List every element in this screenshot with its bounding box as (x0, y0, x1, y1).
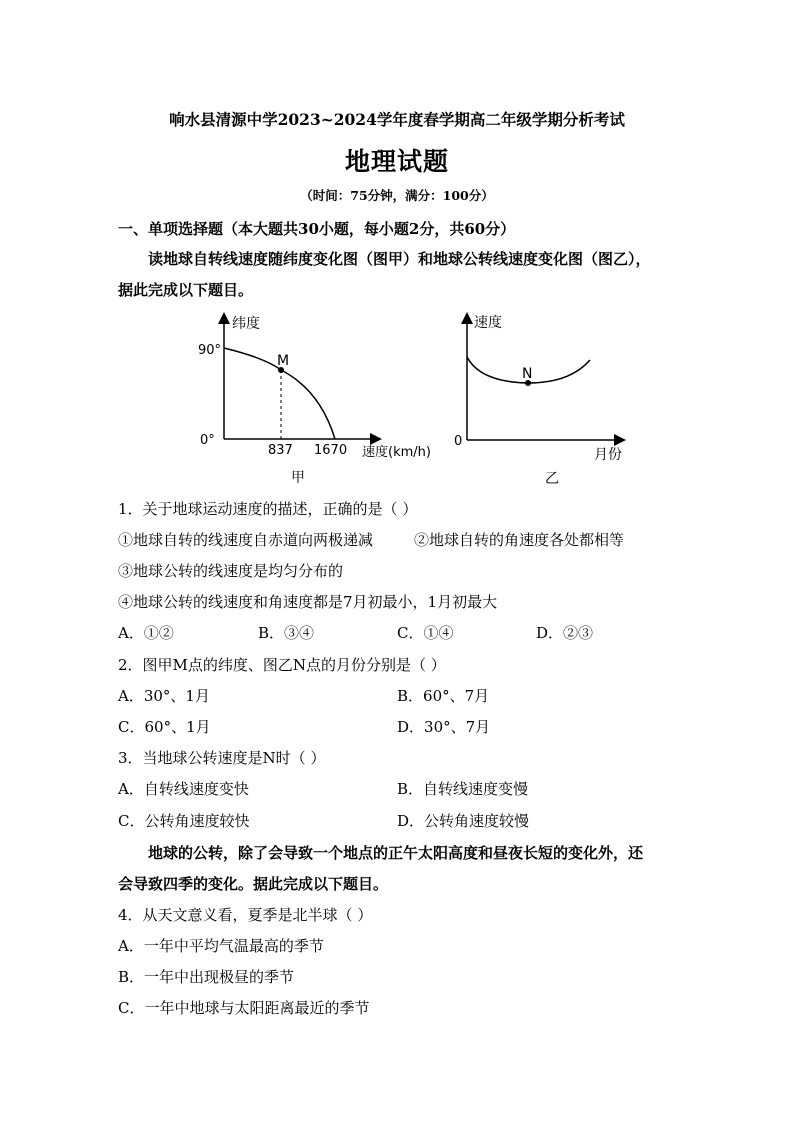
q1-option-d: D．②③ (536, 624, 594, 642)
q4-option-b: B．一年中出现极昼的季节 (118, 968, 295, 986)
q1-statement-2: ②地球自转的角速度各处都相等 (414, 531, 625, 549)
q3-option-a: A．自转线速度变快 (118, 780, 249, 798)
intro2-line-1: 地球的公转，除了会导致一个地点的正午太阳高度和昼夜长短的变化外，还 (148, 844, 644, 862)
figure-b-y-zero: 0 (454, 434, 463, 449)
figure-b-y-label: 速度 (474, 315, 502, 331)
q1-stem: 1．关于地球运动速度的描述，正确的是（ ） (118, 500, 418, 518)
q1-option-b: B．③④ (258, 624, 315, 642)
q1-statement-4: ④地球公转的线速度和角速度都是7月初最小，1月初最大 (118, 593, 498, 611)
figure-a-y-label: 纬度 (232, 316, 260, 332)
q1-statement-3: ③地球公转的线速度是均匀分布的 (118, 562, 344, 580)
q3-option-b: B．自转线速度变慢 (397, 780, 529, 798)
q2-stem: 2．图甲M点的纬度、图乙N点的月份分别是（ ） (118, 656, 446, 674)
q1-option-a: A．①② (118, 624, 174, 642)
exam-time-info: （时间：75分钟，满分：100分） (300, 188, 494, 203)
figure-b-x-label: 月份 (594, 447, 622, 463)
intro-line-1: 读地球自转线速度随纬度变化图（图甲）和地球公转线速度变化图（图乙）， (148, 250, 651, 268)
q1-statement-1: ①地球自转的线速度自赤道向两极递减 (118, 531, 374, 549)
q2-option-b: B．60°、7月 (397, 687, 490, 705)
figure-b-revolution-speed (440, 310, 640, 490)
intro2-line-2: 会导致四季的变化。据此完成以下题目。 (118, 875, 389, 893)
q4-stem: 4．从天文意义看，夏季是北半球（ ） (118, 906, 373, 924)
q2-option-d: D．30°、7月 (397, 718, 491, 736)
q3-option-d: D．公转角速度较慢 (397, 812, 530, 830)
figure-b-caption: 乙 (545, 471, 559, 487)
q2-option-a: A．30°、1月 (118, 687, 210, 705)
figure-a-rotation-speed (190, 310, 463, 490)
figure-a-x-tick-2: 1670 (314, 443, 348, 458)
q3-stem: 3．当地球公转速度是N时（ ） (118, 749, 326, 767)
q3-option-c: C．公转角速度较快 (118, 812, 250, 830)
subject-title: 地理试题 (344, 147, 449, 176)
section-heading: 一、单项选择题（本大题共30小题，每小题2分，共60分） (118, 220, 516, 238)
figure-a-y-top: 90° (198, 343, 222, 358)
figure-b-point-label: N (522, 366, 533, 382)
figure-a-x-label: 速度(km/h) (362, 445, 431, 460)
q4-option-c: C．一年中地球与太阳距离最近的季节 (118, 999, 370, 1017)
figure-a-x-tick-1: 837 (268, 443, 293, 458)
q1-option-c: C．①④ (397, 624, 454, 642)
school-title: 响水县清源中学2023~2024学年度春学期高二年级学期分析考试 (169, 110, 625, 129)
figure-a-y-zero: 0° (200, 433, 215, 448)
figure-a-point-label: M (277, 353, 290, 369)
intro-line-2: 据此完成以下题目。 (118, 281, 254, 299)
q4-option-a: A．一年中平均气温最高的季节 (118, 937, 324, 955)
figure-a-caption: 甲 (291, 470, 305, 486)
q2-option-c: C．60°、1月 (118, 718, 211, 736)
